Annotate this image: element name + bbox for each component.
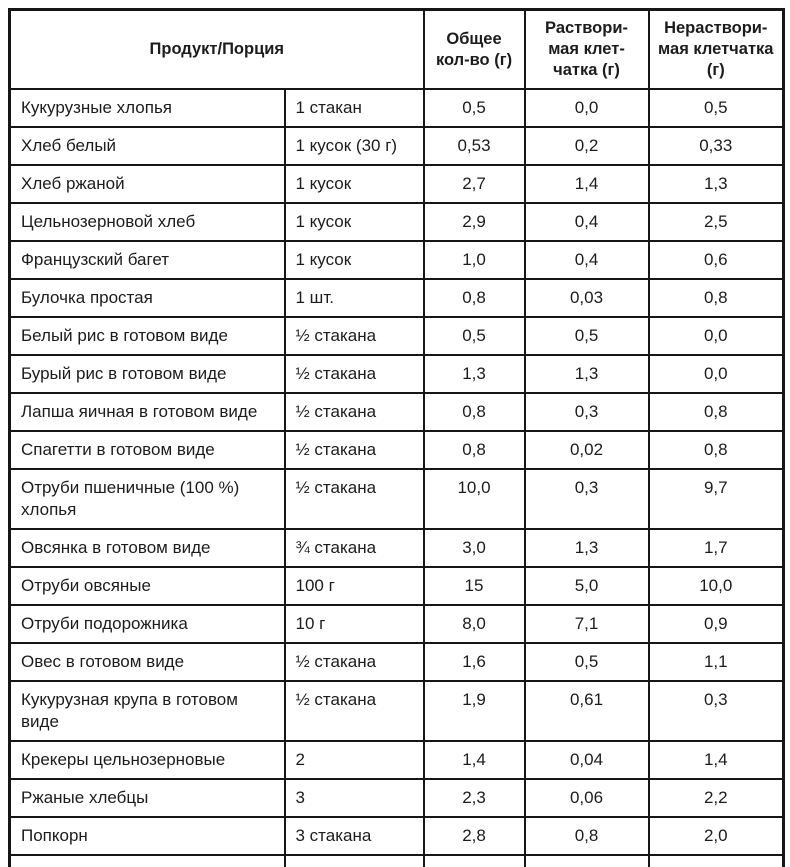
total-fiber-cell [424,855,525,867]
soluble-fiber-cell: 0,5 [525,317,649,355]
insoluble-fiber-cell: 0,9 [649,605,784,643]
product-cell [10,855,285,867]
table-row [10,779,784,817]
product-cell: Булочка простая [10,279,285,317]
total-fiber-cell: 1,4 [424,741,525,779]
table-row [10,431,784,469]
soluble-fiber-cell [525,855,649,867]
total-fiber-cell: 8,0 [424,605,525,643]
insoluble-fiber-cell: 0,8 [649,393,784,431]
insoluble-fiber-cell: 0,6 [649,241,784,279]
product-cell: Белый рис в готовом виде [10,317,285,355]
table-row [10,529,784,567]
insoluble-fiber-cell: 10,0 [649,567,784,605]
portion-cell: 1 кусок [285,165,424,203]
insoluble-fiber-cell: 0,5 [649,89,784,127]
soluble-fiber-cell: 0,61 [525,681,649,741]
col-header-total [424,10,525,90]
portion-cell: ½ стакана [285,681,424,741]
soluble-fiber-cell: 0,02 [525,431,649,469]
portion-cell: ¾ стакана [285,529,424,567]
portion-cell: 1 кусок [285,203,424,241]
soluble-fiber-cell: 0,4 [525,203,649,241]
product-cell: Отруби подорожника [10,605,285,643]
total-fiber-cell: 0,5 [424,89,525,127]
total-fiber-cell: 2,7 [424,165,525,203]
header-line: мая клетчатка [658,40,774,58]
col-header-product-portion [10,10,424,90]
portion-cell: ½ стакана [285,469,424,529]
portion-cell: ½ стакана [285,355,424,393]
total-fiber-cell: 2,8 [424,817,525,855]
table-row [10,605,784,643]
portion-cell: ½ стакана [285,393,424,431]
portion-cell: ½ стакана [285,643,424,681]
product-cell: Отруби овсяные [10,567,285,605]
product-cell: Овес в готовом виде [10,643,285,681]
soluble-fiber-cell: 0,5 [525,643,649,681]
product-cell: Овсянка в готовом виде [10,529,285,567]
soluble-fiber-cell: 0,4 [525,241,649,279]
insoluble-fiber-cell: 9,7 [649,469,784,529]
soluble-fiber-cell: 1,3 [525,529,649,567]
product-cell: Крекеры цельнозерновые [10,741,285,779]
portion-cell: 3 [285,779,424,817]
insoluble-fiber-cell: 2,5 [649,203,784,241]
soluble-fiber-cell: 0,06 [525,779,649,817]
table-row [10,643,784,681]
fiber-content-table [8,8,785,867]
insoluble-fiber-cell: 1,1 [649,643,784,681]
portion-cell: 3 стакана [285,817,424,855]
total-fiber-cell: 0,8 [424,279,525,317]
soluble-fiber-cell: 0,0 [525,89,649,127]
soluble-fiber-cell: 0,2 [525,127,649,165]
total-fiber-cell: 0,53 [424,127,525,165]
insoluble-fiber-cell: 0,3 [649,681,784,741]
total-fiber-cell: 0,5 [424,317,525,355]
soluble-fiber-cell: 0,3 [525,469,649,529]
product-cell: Кукурузная крупа в готовом виде [10,681,285,741]
soluble-fiber-cell: 0,8 [525,817,649,855]
insoluble-fiber-cell: 0,8 [649,431,784,469]
header-row [10,10,784,90]
header-line: (г) [706,61,725,79]
total-fiber-cell: 0,8 [424,393,525,431]
col-header-soluble [525,10,649,90]
table-row [10,817,784,855]
table-row [10,393,784,431]
product-cell: Бурый рис в готовом виде [10,355,285,393]
insoluble-fiber-cell: 1,7 [649,529,784,567]
soluble-fiber-cell: 1,4 [525,165,649,203]
product-cell: Хлеб ржаной [10,165,285,203]
total-fiber-cell: 2,9 [424,203,525,241]
insoluble-fiber-cell: 0,8 [649,279,784,317]
insoluble-fiber-cell: 2,2 [649,779,784,817]
product-cell: Попкорн [10,817,285,855]
portion-cell: 100 г [285,567,424,605]
header-line: мая клет- [548,40,625,58]
portion-cell: ½ стакана [285,317,424,355]
product-cell: Французский багет [10,241,285,279]
product-cell: Кукурузные хлопья [10,89,285,127]
total-fiber-cell: 15 [424,567,525,605]
table-row [10,317,784,355]
portion-cell: 1 кусок [285,241,424,279]
col-header-insoluble [649,10,784,90]
table-row [10,469,784,529]
product-cell: Ржаные хлебцы [10,779,285,817]
portion-cell: 1 кусок (30 г) [285,127,424,165]
header-label: Продукт/Порция [149,40,285,58]
insoluble-fiber-cell: 0,33 [649,127,784,165]
portion-cell: 1 шт. [285,279,424,317]
table-row [10,567,784,605]
table-row [10,165,784,203]
product-cell: Хлеб белый [10,127,285,165]
product-cell: Отруби пшеничные (100 %) хлопья [10,469,285,529]
portion-cell: 10 г [285,605,424,643]
total-fiber-cell: 10,0 [424,469,525,529]
header-line: Нераствори- [664,19,768,37]
product-cell: Лапша яичная в готовом виде [10,393,285,431]
product-cell: Спагетти в готовом виде [10,431,285,469]
total-fiber-cell: 1,9 [424,681,525,741]
insoluble-fiber-cell: 1,4 [649,741,784,779]
table-row [10,355,784,393]
header-line: Раствори- [545,19,628,37]
total-fiber-cell: 2,3 [424,779,525,817]
soluble-fiber-cell: 0,03 [525,279,649,317]
table-row [10,203,784,241]
header-line: Общее [446,29,502,48]
soluble-fiber-cell: 0,04 [525,741,649,779]
table-row [10,89,784,127]
total-fiber-cell: 1,3 [424,355,525,393]
portion-cell [285,855,424,867]
total-fiber-cell: 0,8 [424,431,525,469]
table-row [10,241,784,279]
portion-cell: 2 [285,741,424,779]
total-fiber-cell: 1,0 [424,241,525,279]
insoluble-fiber-cell: 0,0 [649,355,784,393]
total-fiber-cell: 3,0 [424,529,525,567]
portion-cell: ½ стакана [285,431,424,469]
header-line: кол-во (г) [435,50,513,69]
product-cell: Цельнозерновой хлеб [10,203,285,241]
soluble-fiber-cell: 1,3 [525,355,649,393]
soluble-fiber-cell: 5,0 [525,567,649,605]
soluble-fiber-cell: 7,1 [525,605,649,643]
soluble-fiber-cell: 0,3 [525,393,649,431]
table-row [10,127,784,165]
table-row-cutoff [10,855,784,867]
total-fiber-cell: 1,6 [424,643,525,681]
portion-cell: 1 стакан [285,89,424,127]
table-row [10,279,784,317]
insoluble-fiber-cell: 0,0 [649,317,784,355]
header-line: чатка (г) [553,61,620,79]
insoluble-fiber-cell: 1,3 [649,165,784,203]
table-row [10,681,784,741]
insoluble-fiber-cell: 2,0 [649,817,784,855]
table-row [10,741,784,779]
insoluble-fiber-cell [649,855,784,867]
